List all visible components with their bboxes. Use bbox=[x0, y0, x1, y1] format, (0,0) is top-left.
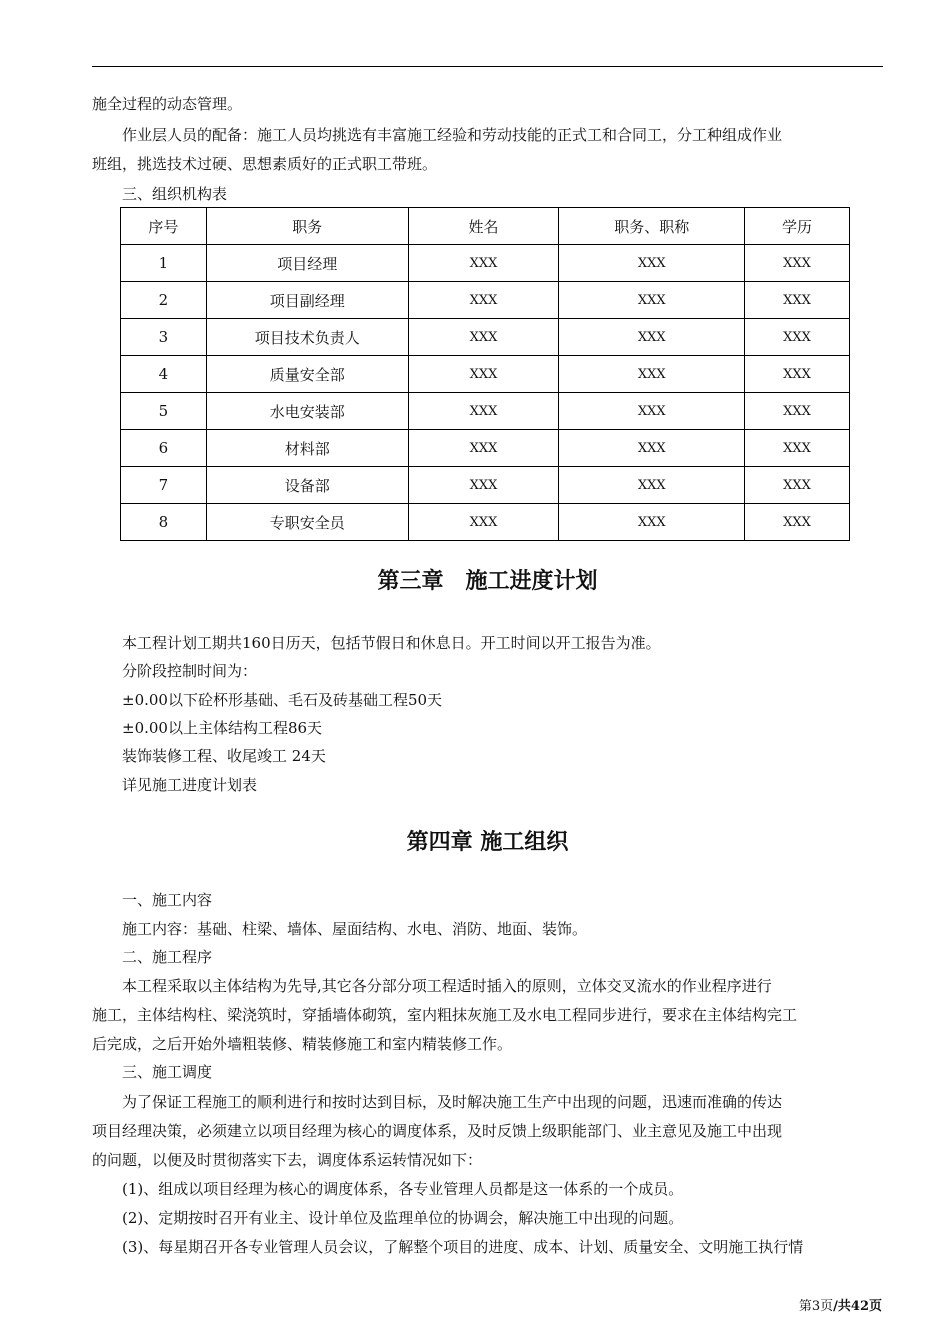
table-row bbox=[121, 356, 850, 393]
cell-name: XXX bbox=[408, 467, 559, 504]
cell-education: XXX bbox=[745, 356, 850, 393]
table-row bbox=[121, 504, 850, 541]
section-3-line: 的问题，以便及时贯彻落实下去，调度体系运转情况如下： bbox=[92, 1151, 483, 1169]
chapter-3-line: 本工程计划工期共160日历天，包括节假日和休息日。开工时间以开工报告为准。 bbox=[122, 634, 661, 652]
col-header-position: 职务 bbox=[206, 208, 408, 245]
table-header-row bbox=[121, 208, 850, 245]
cell-education: XXX bbox=[745, 504, 850, 541]
para-intro: 施全过程的动态管理。 bbox=[92, 95, 243, 113]
section-2-line: 本工程采取以主体结构为先导,其它各分部分项工程适时插入的原则，立体交叉流水的作业程序进行 bbox=[122, 977, 772, 995]
cell-name: XXX bbox=[408, 430, 559, 467]
cell-education: XXX bbox=[745, 245, 850, 282]
cell-title: XXX bbox=[559, 282, 745, 319]
cell-title: XXX bbox=[559, 393, 745, 430]
cell-position: 专职安全员 bbox=[206, 504, 408, 541]
cell-name: XXX bbox=[408, 282, 559, 319]
col-header-index: 序号 bbox=[121, 208, 207, 245]
cell-index: 7 bbox=[121, 467, 207, 504]
cell-position: 水电安装部 bbox=[206, 393, 408, 430]
cell-title: XXX bbox=[559, 467, 745, 504]
col-header-name: 姓名 bbox=[408, 208, 559, 245]
col-header-title: 职务、职称 bbox=[559, 208, 745, 245]
cell-position: 项目技术负责人 bbox=[206, 319, 408, 356]
table-row bbox=[121, 393, 850, 430]
cell-education: XXX bbox=[745, 319, 850, 356]
cell-index: 8 bbox=[121, 504, 207, 541]
cell-title: XXX bbox=[559, 504, 745, 541]
chapter-3-line: 详见施工进度计划表 bbox=[122, 776, 258, 794]
table-row bbox=[121, 319, 850, 356]
cell-index: 4 bbox=[121, 356, 207, 393]
section-2-line: 后完成，之后开始外墙粗装修、精装修施工和室内精装修工作。 bbox=[92, 1035, 513, 1053]
table-row bbox=[121, 282, 850, 319]
cell-title: XXX bbox=[559, 319, 745, 356]
chapter-3-line: 分阶段控制时间为： bbox=[122, 662, 258, 680]
cell-index: 2 bbox=[121, 282, 207, 319]
section-2-line: 施工，主体结构柱、梁浇筑时，穿插墙体砌筑，室内粗抹灰施工及水电工程同步进行，要求在主体结构完工 bbox=[92, 1006, 798, 1024]
cell-position: 项目副经理 bbox=[206, 282, 408, 319]
table-row bbox=[121, 245, 850, 282]
chapter-3-title: 第三章 施工进度计划 bbox=[377, 568, 598, 594]
table-heading: 三、组织机构表 bbox=[122, 185, 228, 203]
cell-title: XXX bbox=[559, 430, 745, 467]
section-3-line: 项目经理决策，必须建立以项目经理为核心的调度体系，及时反馈上级职能部门、业主意见及施工中出现 bbox=[92, 1122, 783, 1140]
cell-education: XXX bbox=[745, 467, 850, 504]
cell-name: XXX bbox=[408, 504, 559, 541]
col-header-education: 学历 bbox=[745, 208, 850, 245]
cell-position: 质量安全部 bbox=[206, 356, 408, 393]
cell-index: 3 bbox=[121, 319, 207, 356]
cell-position: 项目经理 bbox=[206, 245, 408, 282]
section-3-heading: 三、施工调度 bbox=[122, 1063, 213, 1081]
para-staffing-line-1: 作业层人员的配备：施工人员均挑选有丰富施工经验和劳动技能的正式工和合同工，分工种组成作业 bbox=[122, 126, 783, 144]
section-2-heading: 二、施工程序 bbox=[122, 948, 213, 966]
cell-name: XXX bbox=[408, 356, 559, 393]
page-total: /共42页 bbox=[833, 1299, 882, 1314]
cell-index: 6 bbox=[121, 430, 207, 467]
page-number: 第3页 bbox=[798, 1299, 834, 1314]
cell-title: XXX bbox=[559, 356, 745, 393]
chapter-3-line: ±0.00以下砼杯形基础、毛石及砖基础工程50天 bbox=[122, 691, 443, 709]
section-3-item: (3)、每星期召开各专业管理人员会议，了解整个项目的进度、成本、计划、质量安全、文明施工执行情 bbox=[122, 1238, 804, 1256]
cell-education: XXX bbox=[745, 393, 850, 430]
cell-education: XXX bbox=[745, 282, 850, 319]
cell-name: XXX bbox=[408, 319, 559, 356]
para-staffing-line-2: 班组，挑选技术过硬、思想素质好的正式职工带班。 bbox=[92, 155, 438, 173]
section-1-text: 施工内容：基础、柱梁、墙体、屋面结构、水电、消防、地面、装饰。 bbox=[122, 920, 588, 938]
cell-title: XXX bbox=[559, 245, 745, 282]
cell-position: 材料部 bbox=[206, 430, 408, 467]
org-table bbox=[120, 207, 850, 541]
chapter-3-line: ±0.00以上主体结构工程86天 bbox=[122, 719, 323, 737]
section-3-item: (1)、组成以项目经理为核心的调度体系，各专业管理人员都是这一体系的一个成员。 bbox=[122, 1180, 684, 1198]
chapter-4-title: 第四章 施工组织 bbox=[406, 829, 569, 855]
cell-position: 设备部 bbox=[206, 467, 408, 504]
cell-name: XXX bbox=[408, 393, 559, 430]
section-1-heading: 一、施工内容 bbox=[122, 891, 213, 909]
header-rule bbox=[92, 66, 883, 67]
section-3-line: 为了保证工程施工的顺利进行和按时达到目标，及时解决施工生产中出现的问题，迅速而准确的传达 bbox=[122, 1093, 783, 1111]
cell-index: 1 bbox=[121, 245, 207, 282]
table-row bbox=[121, 430, 850, 467]
table-row bbox=[121, 467, 850, 504]
cell-index: 5 bbox=[121, 393, 207, 430]
chapter-3-line: 装饰装修工程、收尾竣工 24天 bbox=[122, 747, 326, 765]
cell-name: XXX bbox=[408, 245, 559, 282]
cell-education: XXX bbox=[745, 430, 850, 467]
section-3-item: (2)、定期按时召开有业主、设计单位及监理单位的协调会，解决施工中出现的问题。 bbox=[122, 1209, 684, 1227]
page-footer bbox=[799, 1298, 882, 1316]
